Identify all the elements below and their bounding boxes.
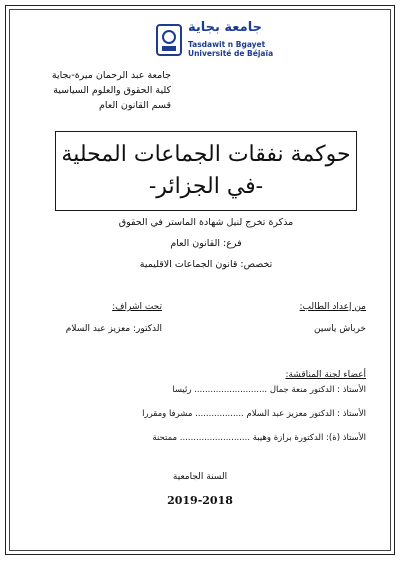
member-role: رئيسا	[172, 385, 192, 395]
member-name: الأستاذ : الدكتور منعة جمال	[269, 385, 366, 395]
thesis-title-box	[55, 131, 357, 211]
committee-member	[26, 409, 366, 419]
institution-header	[52, 68, 171, 113]
supervisor-label: تحت اشراف:	[112, 302, 162, 312]
department-name: قسم القانون العام	[98, 100, 171, 111]
member-dots: ...........................	[194, 385, 268, 395]
degree-line: مذكرة تخرج لنيل شهادة الماستر في الحقوق	[118, 217, 294, 228]
member-role: مشرفا ومقررا	[142, 409, 193, 419]
thesis-title-line1: حوكمة نفقات الجماعات المحلية	[61, 142, 351, 167]
member-dots: ..................	[195, 409, 244, 419]
logo-kabyle-name: Tasdawit n Bgayet	[188, 40, 266, 49]
university-logo	[156, 20, 396, 64]
logo-arabic-name: جامعة بجاية	[188, 20, 262, 35]
member-name: الأستاذ (ة): الدكتورة برازة وهيبة	[252, 433, 366, 443]
academic-year: 2019-2018	[167, 494, 233, 507]
academic-year-label: السنة الجامعية	[172, 472, 228, 482]
committee-title: أعضاء لجنة المناقشة:	[285, 370, 366, 380]
thesis-title-line2: -في الجزائر-	[148, 174, 264, 199]
logo-french-name: Université de Béjaïa	[188, 49, 274, 58]
student-label: من إعداد الطالب:	[299, 302, 366, 312]
member-role: ممتحنة	[152, 433, 178, 443]
committee-member	[26, 433, 366, 443]
branch-line: فرع: القانون العام	[170, 238, 242, 249]
member-dots: ..........................	[179, 433, 251, 443]
university-name: جامعة عبد الرحمان ميرة-بجاية	[51, 70, 171, 81]
document-page	[5, 5, 395, 555]
member-name: الأستاذ : الدكتور معزيز عبد السلام	[246, 409, 366, 419]
student-name: خرباش ياسين	[314, 324, 366, 334]
supervisor-name: الدكتور: معزيز عبد السلام	[65, 324, 162, 334]
faculty-name: كلية الحقوق والعلوم السياسية	[53, 85, 171, 96]
committee-member	[26, 385, 366, 395]
specialty-line: تخصص: قانون الجماعات الاقليمية	[139, 259, 273, 270]
university-emblem-icon	[156, 24, 182, 56]
